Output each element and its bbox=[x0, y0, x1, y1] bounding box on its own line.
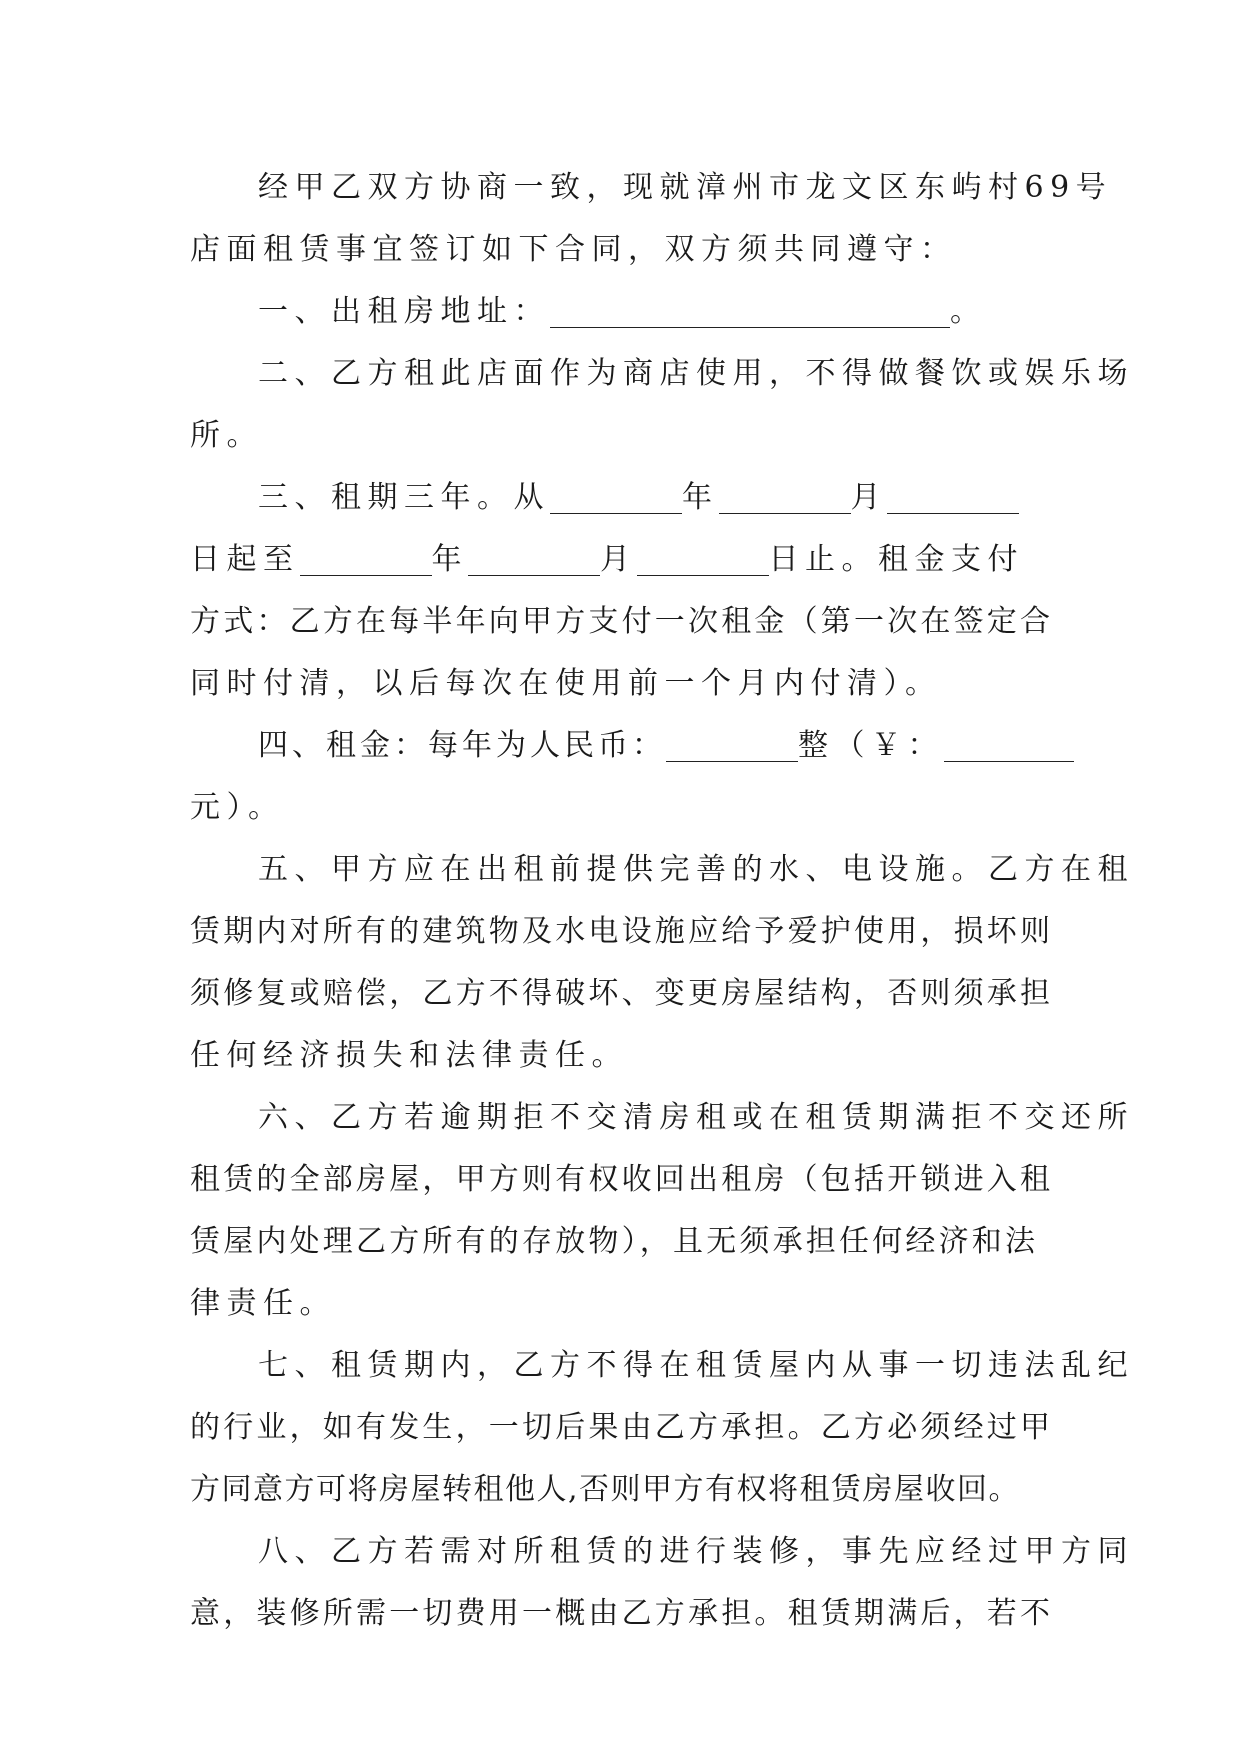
clause-3-line-1 bbox=[190, 467, 1058, 529]
start-month-blank[interactable] bbox=[719, 467, 851, 514]
end-month-label: 月 bbox=[600, 542, 637, 577]
end-year-label: 年 bbox=[431, 542, 468, 577]
clause-6-line-3: 赁屋内处理乙方所有的存放物），且无须承担任何经济和法 bbox=[190, 1224, 1039, 1259]
clause-3-line-4: 同时付清，以后每次在使用前一个月内付清）。 bbox=[190, 666, 942, 701]
clause-2-line-1: 二、乙方租此店面作为商店使用，不得做餐饮或娱乐场 bbox=[258, 356, 1134, 391]
clause-6-line-1: 六、乙方若逾期拒不交清房租或在租赁期满拒不交还所 bbox=[258, 1100, 1134, 1135]
start-month-label: 月 bbox=[850, 480, 887, 515]
end-month-blank[interactable] bbox=[468, 529, 600, 576]
clause-7-line-2: 的行业，如有发生，一切后果由乙方承担。乙方必须经过甲 bbox=[190, 1410, 1054, 1445]
clause-1 bbox=[190, 281, 1058, 343]
rent-label: 四、租金：每年为人民币： bbox=[258, 728, 666, 763]
rent-currency-label: 整（￥： bbox=[798, 728, 944, 763]
clause-3-line-3: 方式：乙方在每半年向甲方支付一次租金（第一次在签定合 bbox=[190, 604, 1054, 639]
end-year-blank[interactable] bbox=[300, 529, 432, 576]
clause-4-line-2: 元）。 bbox=[190, 790, 285, 825]
start-year-label: 年 bbox=[682, 480, 719, 515]
clause-5-line-2: 赁期内对所有的建筑物及水电设施应给予爱护使用，损坏则 bbox=[190, 914, 1054, 949]
contract-page bbox=[190, 157, 1134, 1645]
clause-3-label: 三、租期三年。从 bbox=[258, 480, 550, 515]
clause-6-line-2: 租赁的全部房屋，甲方则有权收回出租房（包括开锁进入租 bbox=[190, 1162, 1054, 1197]
clause-8-line-1: 八、乙方若需对所租赁的进行装修，事先应经过甲方同 bbox=[258, 1534, 1134, 1569]
rent-yuan-blank[interactable] bbox=[944, 715, 1074, 762]
intro-line-2: 店面租赁事宜签订如下合同，双方须共同遵守： bbox=[190, 232, 957, 267]
clause-7-line-1: 七、租赁期内，乙方不得在租赁屋内从事一切违法乱纪 bbox=[258, 1348, 1134, 1383]
start-year-blank[interactable] bbox=[550, 467, 682, 514]
clause-3-line-2 bbox=[190, 529, 1058, 591]
clause-1-end: 。 bbox=[950, 294, 987, 329]
end-suffix-label: 日止。租金支付 bbox=[768, 542, 1024, 577]
start-day-blank[interactable] bbox=[887, 467, 1019, 514]
clause-7-line-3: 方同意方可将房屋转租他人,否则甲方有权将租赁房屋收回。 bbox=[190, 1472, 1021, 1507]
clause-5-line-4: 任何经济损失和法律责任。 bbox=[190, 1038, 628, 1073]
clause-8-line-2: 意，装修所需一切费用一概由乙方承担。租赁期满后，若不 bbox=[190, 1596, 1054, 1631]
end-prefix-label: 日起至 bbox=[190, 542, 300, 577]
clause-5-line-3: 须修复或赔偿，乙方不得破坏、变更房屋结构，否则须承担 bbox=[190, 976, 1054, 1011]
end-day-blank[interactable] bbox=[637, 529, 769, 576]
clause-2-line-2: 所。 bbox=[190, 418, 263, 453]
address-blank[interactable] bbox=[550, 281, 950, 328]
clause-5-line-1: 五、甲方应在出租前提供完善的水、电设施。乙方在租 bbox=[258, 852, 1134, 887]
intro-line-1: 经甲乙双方协商一致，现就漳州市龙文区东屿村69号 bbox=[258, 170, 1113, 205]
clause-4-line-1 bbox=[190, 715, 1058, 777]
rent-amount-blank[interactable] bbox=[666, 715, 798, 762]
clause-1-label: 一、出租房地址： bbox=[258, 294, 550, 329]
clause-6-line-4: 律责任。 bbox=[190, 1286, 336, 1321]
